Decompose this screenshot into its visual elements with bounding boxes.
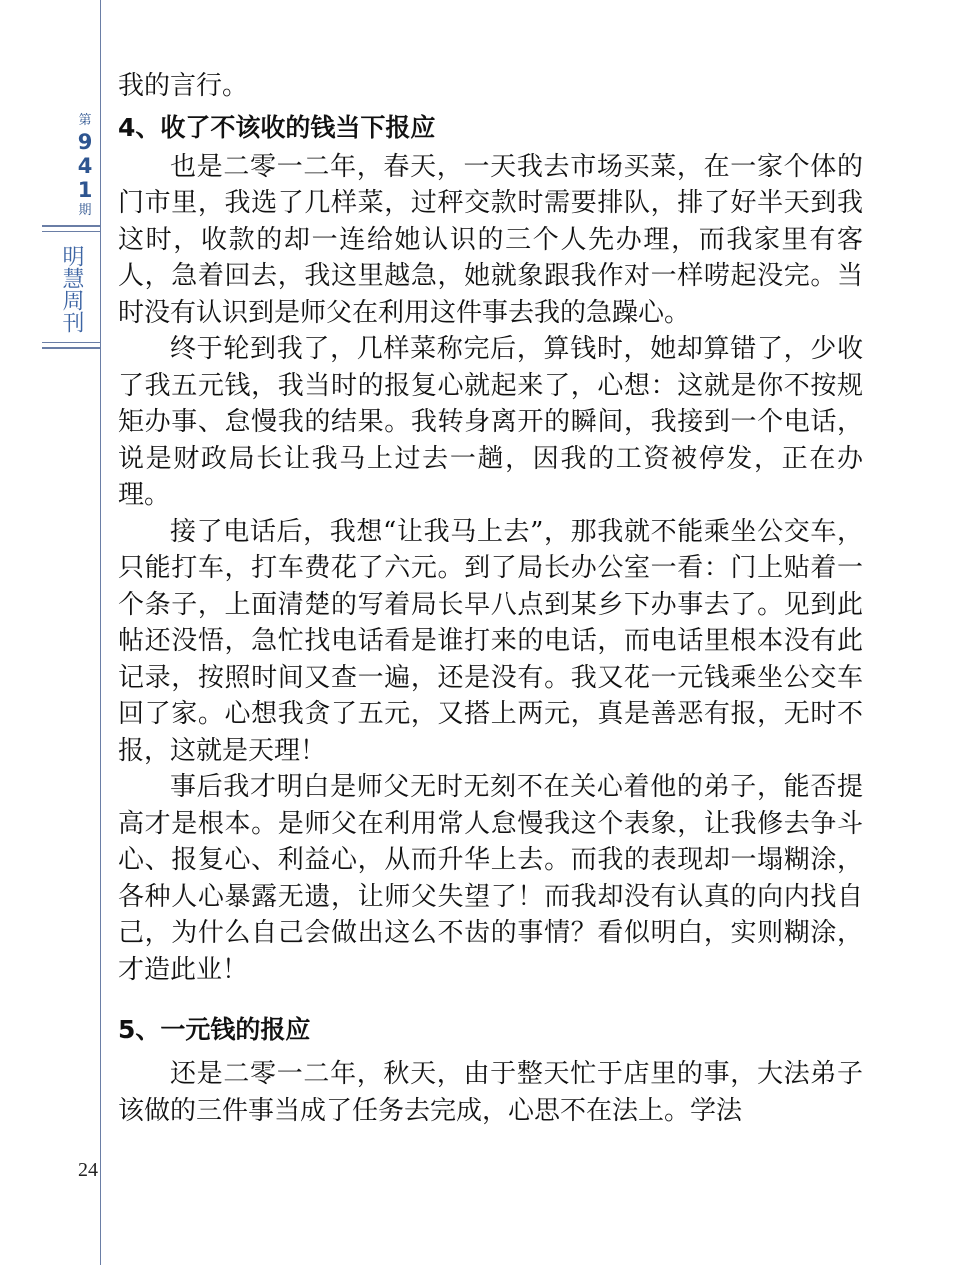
- paragraph: 也是二零一二年，春天，一天我去市场买菜，在一家个体的门市里，我选了几样菜，过秤交款时需要排队，排了好半天到我这时，收款的却一连给她认识的三个人先办理，而我家里有客人，急着回去，我这里越急，她就象跟我作对一样唠起没完。当时没有认识到是师父在利用这件事去我的急躁心。: [118, 151, 863, 328]
- publication-name: 明慧周刊: [59, 245, 84, 333]
- issue-number: [72, 130, 98, 202]
- section-heading: 5、一元钱的报应: [118, 1015, 311, 1044]
- issue-label: [72, 112, 98, 220]
- issue-suffix: 期: [78, 203, 92, 218]
- issue-digit: 1: [77, 178, 93, 202]
- issue-digit: 4: [77, 154, 93, 178]
- issue-prefix: 第: [78, 113, 92, 128]
- margin-rule: [100, 0, 101, 1265]
- section-heading: 4、收了不该收的钱当下报应: [118, 112, 436, 142]
- paragraph: 事后我才明白是师父无时无刻不在关心着他的弟子，能否提高才是根本。是师父在利用常人怠慢我这个表象，让我修去争斗心、报复心、利益心，从而升华上去。而我的表现却一塌糊涂，各种人心暴露无遗，让师父失望了！而我却没有认真的向内找自己，为什么自己会做出这么不齿的事情？看似明白，实则糊涂，才造此业！: [118, 772, 863, 985]
- paragraph: 接了电话后，我想“让我马上去”，那我就不能乘坐公交车，只能打车，打车费花了六元。到了局长办公室一看：门上贴着一个条子，上面清楚的写着局长早八点到某乡下办事去了。见到此帖还没悟，急忙找电话看是谁打来的电话，而电话里根本没有此记录，按照时间又查一遍，还是没有。我又花一元钱乘坐公交车回了家。心想我贪了五元，又搭上两元，真是善恶有报，无时不报，这就是天理！: [118, 516, 863, 766]
- lead-line: 我的言行。: [118, 71, 249, 101]
- paragraph: 还是二零一二年，秋天，由于整天忙于店里的事，大法弟子该做的三件事当成了任务去完成，心思不在法上。学法: [118, 1059, 863, 1126]
- article-body: [118, 68, 863, 1129]
- page-number: 24: [78, 1159, 98, 1181]
- paragraph: 终于轮到我了，几样菜称完后，算钱时，她却算错了，少收了我五元钱，我当时的报复心就起来了，心想：这就是你不按规矩办事、怠慢我的结果。我转身离开的瞬间，我接到一个电话，说是财政局长让我马上过去一趟，因我的工资被停发，正在办理。: [118, 334, 863, 510]
- issue-digit: 9: [77, 130, 93, 154]
- publication-brand-box: [42, 225, 100, 349]
